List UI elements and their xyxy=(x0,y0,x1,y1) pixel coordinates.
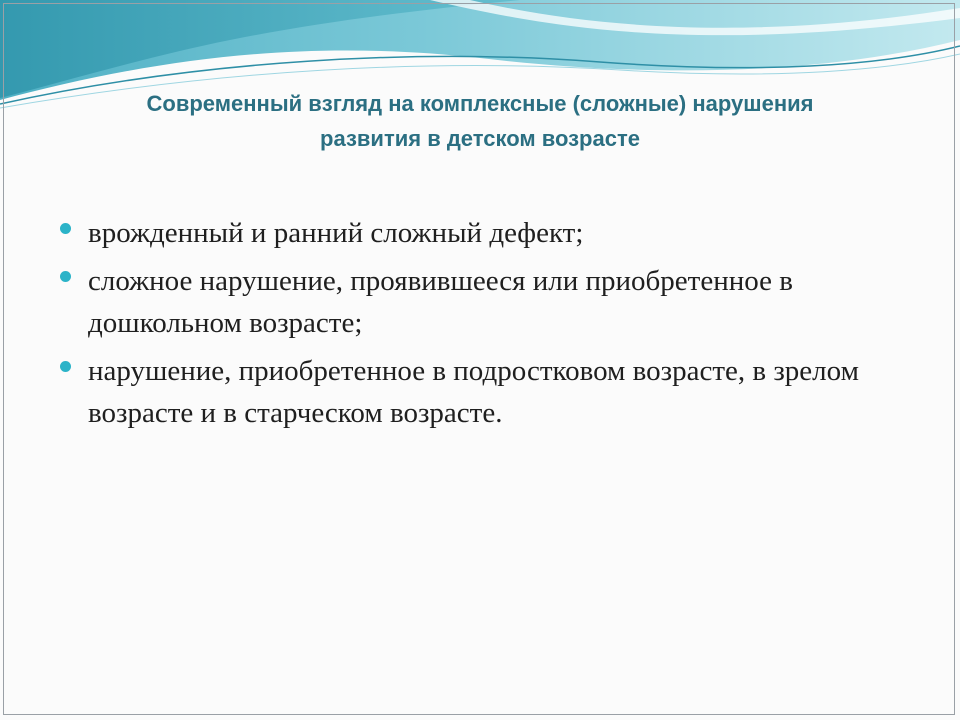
bullet-list xyxy=(58,212,898,440)
bullet-text: нарушение, приобретенное в подростковом возрасте, в зрелом возрасте и в старческом возрасте. xyxy=(88,355,859,429)
bullet-dot-icon xyxy=(60,361,71,372)
bullet-text: врожденный и ранний сложный дефект; xyxy=(88,217,584,249)
bullet-item xyxy=(58,260,898,344)
bullet-item xyxy=(58,350,898,434)
title-line-2: развития в детском возрасте xyxy=(320,126,640,151)
bullet-item xyxy=(58,212,898,254)
slide-title xyxy=(40,86,920,156)
bullet-dot-icon xyxy=(60,223,71,234)
bullet-text: сложное нарушение, проявившееся или приобретенное в дошкольном возрасте; xyxy=(88,265,793,339)
bullet-dot-icon xyxy=(60,271,71,282)
title-line-1: Современный взгляд на комплексные (сложные) нарушения xyxy=(146,91,814,116)
